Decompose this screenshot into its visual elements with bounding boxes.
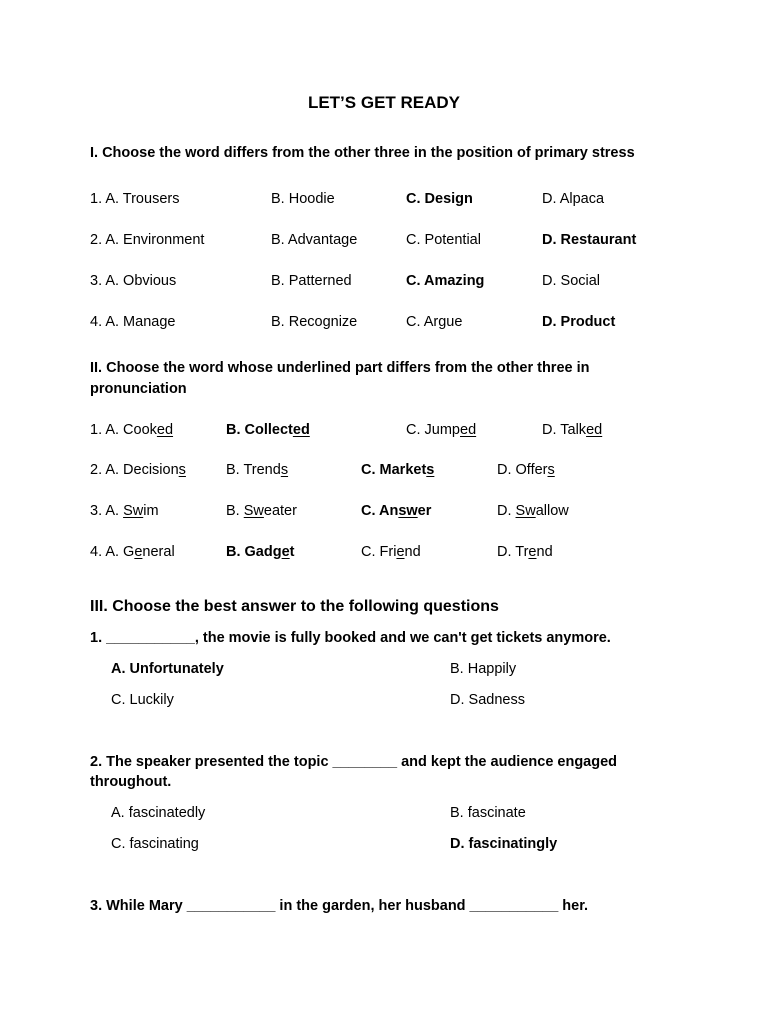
s1-q2-option-d: D. Restaurant bbox=[542, 232, 637, 248]
underlined-part: e bbox=[281, 544, 290, 560]
underlined-part: e bbox=[528, 544, 537, 560]
s3-q2-option-b: B. fascinate bbox=[450, 805, 526, 821]
s2-q2-option-d: D. Offers bbox=[497, 462, 555, 478]
s1-q4-option-b: B. Recognize bbox=[271, 314, 358, 330]
s2-q1-option-d: D. Talked bbox=[542, 422, 603, 438]
underlined-part: ed bbox=[460, 422, 477, 438]
s1-q2-option-a: 2. A. Environment bbox=[90, 232, 205, 248]
s2-q2-option-c: C. Markets bbox=[361, 462, 435, 478]
s3-q1-question: 1. ___________, the movie is fully booked and we can't get tickets anymore. bbox=[90, 630, 611, 646]
s1-q2-option-b: B. Advantage bbox=[271, 232, 358, 248]
s1-q3-option-b: B. Patterned bbox=[271, 273, 352, 289]
underlined-part: ed bbox=[156, 422, 174, 438]
s1-q1-option-d: D. Alpaca bbox=[542, 191, 605, 207]
s2-q1-option-a: 1. A. Cooked bbox=[90, 422, 174, 438]
section-3-heading: III. Choose the best answer to the following questions bbox=[90, 598, 499, 615]
section-2-heading-line1: II. Choose the word whose underlined part differs from the other three in bbox=[90, 360, 590, 376]
underlined-part: e bbox=[134, 544, 143, 560]
s3-q2-option-a: A. fascinatedly bbox=[111, 805, 206, 821]
s2-q4-option-a: 4. A. General bbox=[90, 544, 175, 560]
s1-q3-option-d: D. Social bbox=[542, 273, 601, 289]
s3-q1-option-b: B. Happily bbox=[450, 661, 517, 677]
s2-q4-option-d: D. Trend bbox=[497, 544, 553, 560]
s2-q1-option-b: B. Collected bbox=[226, 422, 310, 438]
s1-q4-option-a: 4. A. Manage bbox=[90, 314, 176, 330]
s2-q3-option-a: 3. A. Swim bbox=[90, 503, 159, 519]
underlined-part: ed bbox=[292, 422, 310, 438]
s3-q3-question: 3. While Mary ___________ in the garden, her husband ___________ her. bbox=[90, 898, 589, 914]
s2-q3-option-b: B. Sweater bbox=[226, 503, 297, 519]
s3-q1-option-d: D. Sadness bbox=[450, 692, 525, 708]
underlined-part: s bbox=[280, 462, 289, 478]
s1-q2-option-c: C. Potential bbox=[406, 232, 481, 248]
s1-q1-option-a: 1. A. Trousers bbox=[90, 191, 180, 207]
s3-q2-option-d: D. fascinatingly bbox=[450, 836, 558, 852]
underlined-part: e bbox=[396, 544, 405, 560]
underlined-part: ed bbox=[586, 422, 603, 438]
s2-q2-option-a: 2. A. Decisions bbox=[90, 462, 186, 478]
underlined-part: sw bbox=[398, 503, 418, 519]
s2-q1-option-c: C. Jumped bbox=[406, 422, 477, 438]
s3-q2-question-line1: 2. The speaker presented the topic ________ and kept the audience engaged bbox=[90, 754, 618, 770]
s3-q1-option-a: A. Unfortunately bbox=[111, 661, 224, 677]
underlined-part: Sw bbox=[123, 503, 144, 519]
s1-q4-option-c: C. Argue bbox=[406, 314, 463, 330]
section-2-heading-line2: pronunciation bbox=[90, 381, 187, 397]
s1-q1-option-c: C. Design bbox=[406, 191, 473, 207]
s1-q1-option-b: B. Hoodie bbox=[271, 191, 335, 207]
s2-q4-option-c: C. Friend bbox=[361, 544, 421, 560]
s2-q3-option-c: C. Answer bbox=[361, 503, 432, 519]
s3-q1-option-c: C. Luckily bbox=[111, 692, 174, 708]
s3-q2-option-c: C. fascinating bbox=[111, 836, 199, 852]
section-1-heading: I. Choose the word differs from the other three in the position of primary stress bbox=[90, 145, 635, 161]
s2-q3-option-d: D. Swallow bbox=[497, 503, 569, 519]
s3-q2-question-line2: throughout. bbox=[90, 774, 172, 790]
s1-q4-option-d: D. Product bbox=[542, 314, 616, 330]
s2-q4-option-b: B. Gadget bbox=[226, 544, 295, 560]
underlined-part: s bbox=[178, 462, 186, 478]
s2-q2-option-b: B. Trends bbox=[226, 462, 289, 478]
underlined-part: s bbox=[426, 462, 435, 478]
page-title: LET’S GET READY bbox=[307, 93, 461, 112]
underlined-part: s bbox=[547, 462, 555, 478]
underlined-part: Sw bbox=[515, 503, 536, 519]
underlined-part: Sw bbox=[243, 503, 264, 519]
s1-q3-option-c: C. Amazing bbox=[406, 273, 485, 289]
s1-q3-option-a: 3. A. Obvious bbox=[90, 273, 177, 289]
